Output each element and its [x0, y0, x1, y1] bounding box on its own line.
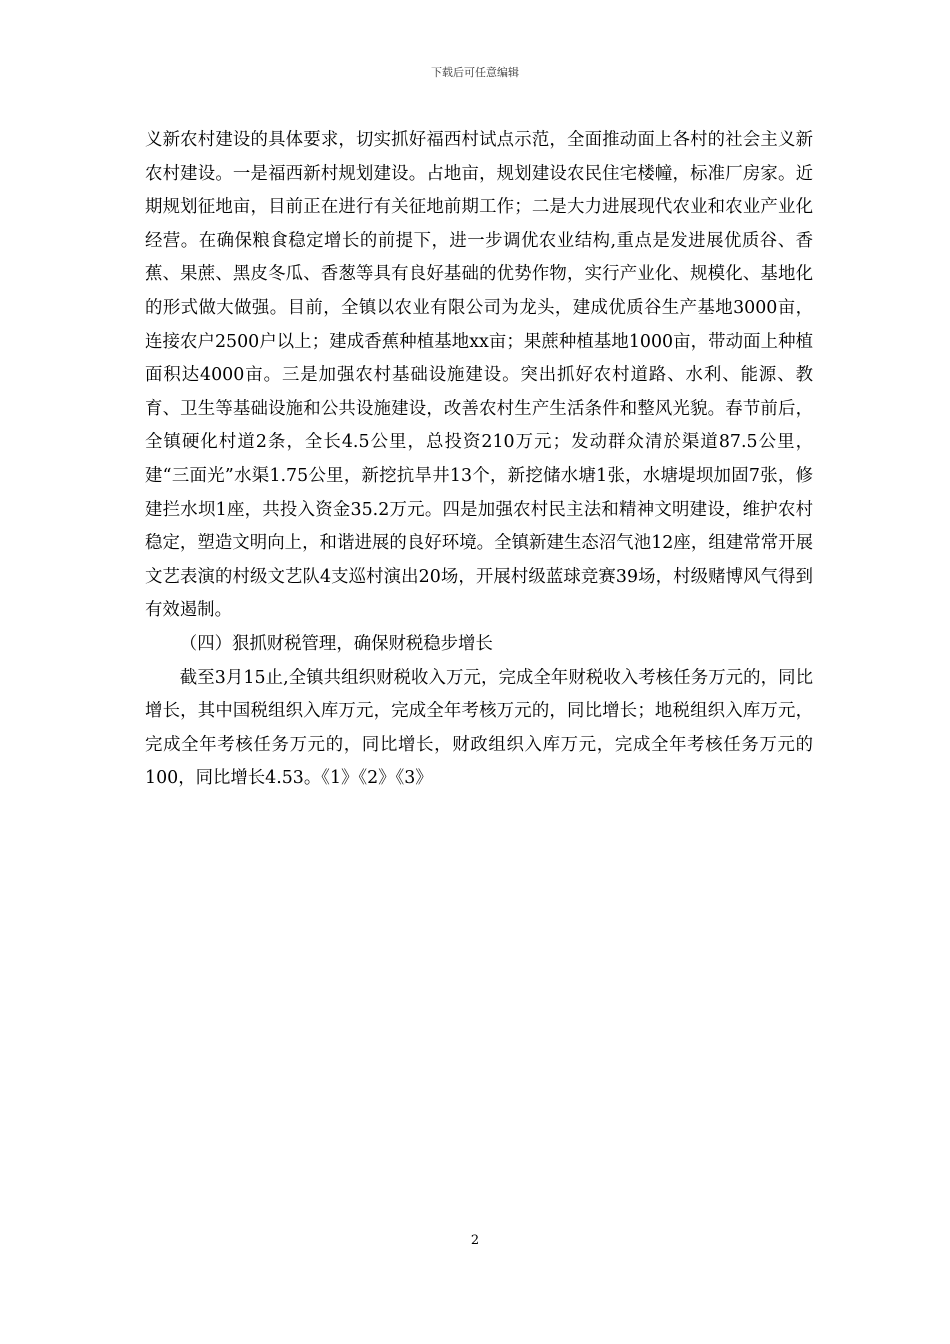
- page-header: 下载后可任意编辑: [431, 66, 519, 79]
- document-body: [145, 124, 813, 796]
- paragraph-tax-revenue: 截至3月15止,全镇共组织财税收入万元，完成全年财税收入考核任务万元的，同比增长，其中国税组织入库万元，完成全年考核万元的，同比增长；地税组织入库万元，完成全年考核任务万元的，同比增长，财政组织入库万元，完成全年考核任务万元的100，同比增长4.53。《1》《2》《3》: [145, 667, 813, 789]
- paragraph-rural-construction: 义新农村建设的具体要求，切实抓好福西村试点示范，全面推动面上各村的社会主义新农村建设。一是福西新村规划建设。占地亩，规划建设农民住宅楼幢，标准厂房家。近期规划征地亩，目前正在进行有关征地前期工作；二是大力进展现代农业和农业产业化经营。在确保粮食稳定增长的前提下，进一步调优农业结构,重点是发进展优质谷、香蕉、果蔗、黑皮冬瓜、香葱等具有良好基础的优势作物，实行产业化、规模化、基地化的形式做大做强。目前，全镇以农业有限公司为龙头，建成优质谷生产基地3000亩，连接农户2500户以上；建成香蕉种植基地xx亩；果蔗种植基地1000亩，带动面上种植面积达4000亩。三是加强农村基础设施建设。突出抓好农村道路、水利、能源、教育、卫生等基础设施和公共设施建设，改善农村生产生活条件和整风光貌。春节前后，全镇硬化村道2条，全长4.5公里，总投资210万元；发动群众清於渠道87.5公里，建“三面光”水渠1.75公里，新挖抗旱井13个，新挖储水塘1张，水塘堤坝加固7张，修建拦水坝1座，共投入资金35.2万元。四是加强农村民主法和精神文明建设，维护农村稳定，塑造文明向上，和谐进展的良好环境。全镇新建生态沼气池12座，组建常常开展文艺表演的村级文艺队4支巡村演出20场，开展村级蓝球竞赛39场，村级赌博风气得到有效遏制。: [145, 130, 813, 621]
- section-heading-tax-management: （四）狠抓财税管理，确保财税稳步增长: [179, 633, 493, 654]
- page-number: 2: [470, 1233, 480, 1248]
